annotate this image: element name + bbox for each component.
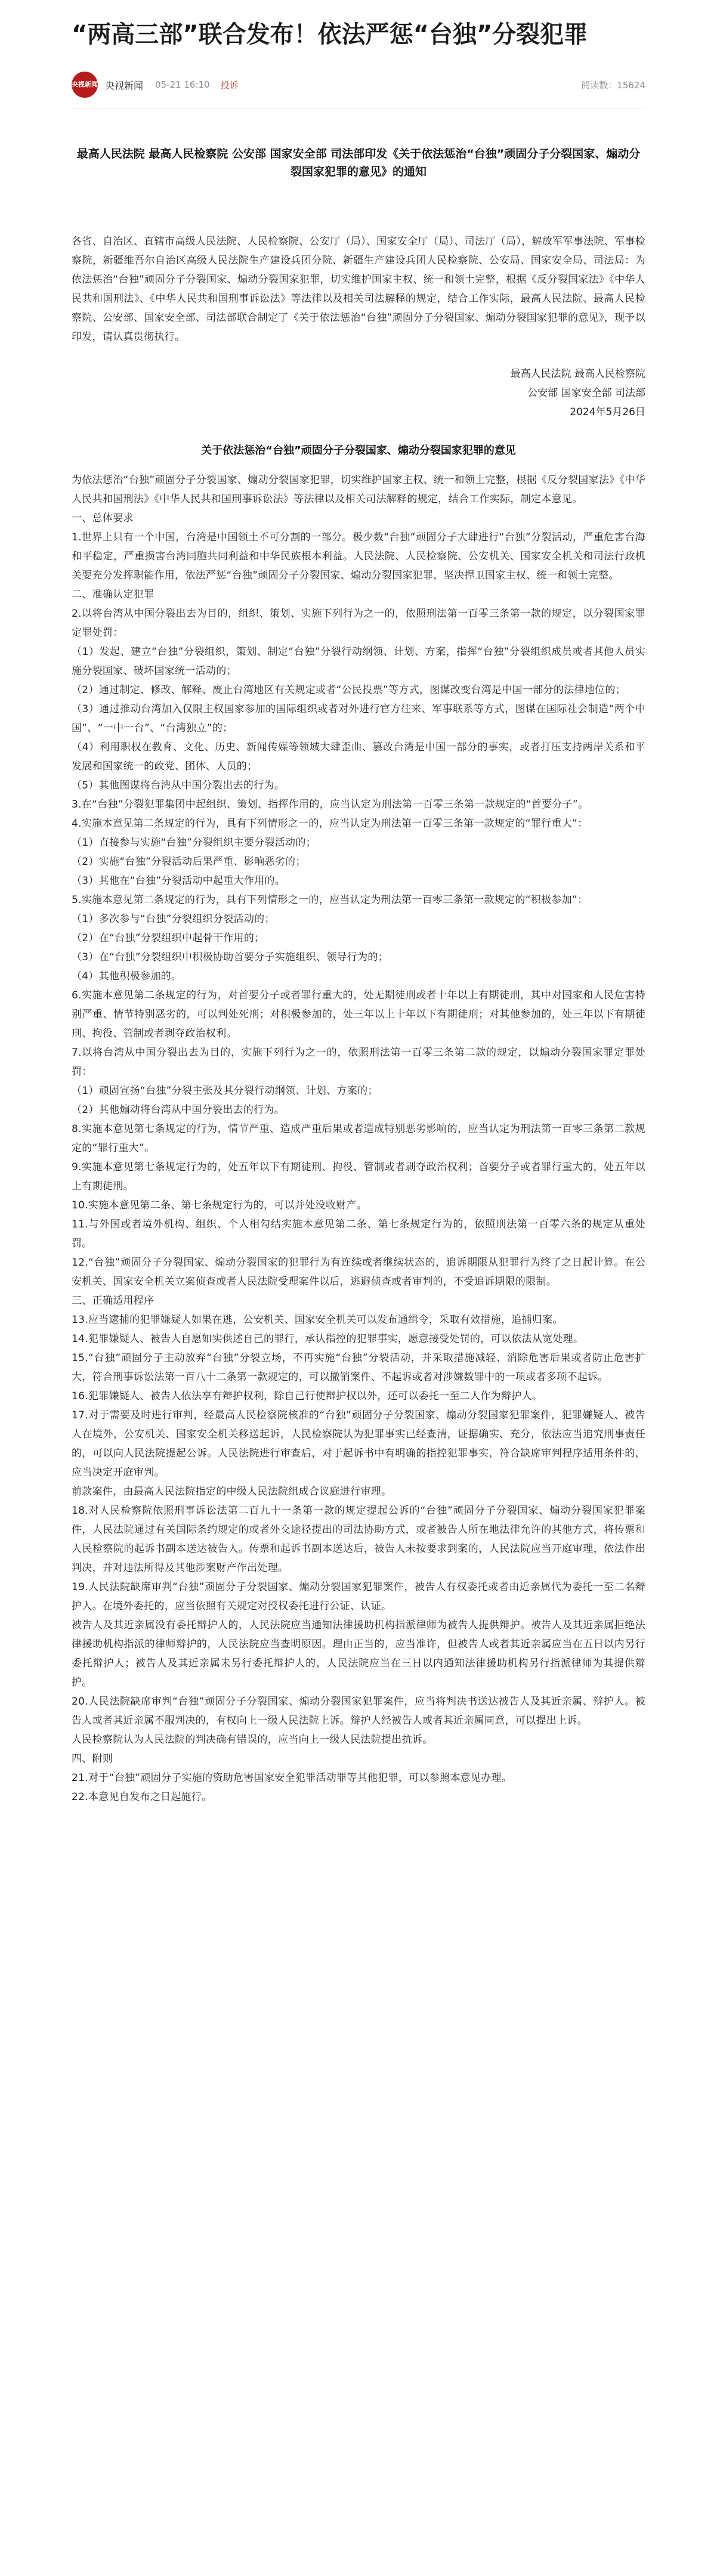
opinion-paragraph: 7.以将台湾从中国分裂出去为目的，实施下列行为之一的，依照刑法第一百零三条第二款的规定，以煽动分裂国家罪定罪处罚： <box>72 1047 645 1078</box>
opinion-paragraph: 一、总体要求 <box>72 512 134 524</box>
notice-body: 各省、自治区、直辖市高级人民法院、人民检察院、公安厅（局）、国家安全厅（局）、司法厅（局），解放军军事法院、军事检察院，新疆维吾尔自治区高级人民法院生产建设兵团分院、新疆生产建设兵团人民检察院、公安局、国家安全局、司法局：为依法惩治“台独”顽固分子分裂国家、煽动分裂国家犯罪，切实维护国家主权、统一和领土完整，根据《反分裂国家法》《中华人民共和国刑法》、《中华人民共和国刑事诉讼法》等法律以及相关司法解释的规定，结合工作实际，最高人民法院、最高人民检察院、公安部、国家安全部、司法部联合制定了《关于依法惩治“台独”顽固分子分裂国家、煽动分裂国家犯罪的意见》，现予以印发，请认真贯彻执行。 <box>72 236 645 343</box>
source-name[interactable]: 央视新闻 <box>105 79 144 91</box>
opinion-paragraph: 前款案件，由最高人民法院指定的中级人民法院组成合议庭进行审理。 <box>72 1486 392 1498</box>
notice-signature-1: 最高人民法院 最高人民检察院 <box>510 368 645 380</box>
opinion-paragraph: 二、准确认定犯罪 <box>72 589 154 601</box>
notice-date: 2024年5月26日 <box>570 406 645 418</box>
opinion-paragraph: 17.对于需要及时进行审判，经最高人民检察院核准的“台独”顽固分子分裂国家、煽动分裂国家犯罪案件，犯罪嫌疑人、被告人在境外，公安机关、国家安全机关移送起诉，人民检察院认为犯罪事实已经查清，证据确实、充分，依法应当追究刑事责任的，可以向人民法院提起公诉。人民法院进行审查后，对于起诉书中有明确的指控犯罪事实，符合缺席审判程序适用条件的，应当决定开庭审判。 <box>72 1409 645 1479</box>
article-title: “两高三部”联合发布！依法严惩“台独”分裂犯罪 <box>72 21 588 48</box>
opinion-paragraph: 被告人及其近亲属没有委托辩护人的，人民法院应当通知法律援助机构指派律师为被告人提供辩护。被告人及其近亲属拒绝法律援助机构指派的律师辩护的，人民法院应当查明原因。理由正当的，应当准许，但被告人或者其近亲属应当在五日以内另行委托辩护人；被告人及其近亲属未另行委托辩护人的，人民法院应当在三日以内通知法律援助机构另行指派律师为其提供辩护。 <box>72 1619 645 1689</box>
opinion-paragraph: 20.人民法院缺席审判“台独”顽固分子分裂国家、煽动分裂国家犯罪案件，应当将判决书送达被告人及其近亲属、辩护人。被告人或者其近亲属不服判决的，有权向上一级人民法院上诉。辩护人经被告人或者其近亲属同意，可以提出上诉。 <box>72 1696 645 1727</box>
opinion-paragraph: （3）其他在“台独”分裂活动中起重大作用的。 <box>72 875 286 887</box>
opinion-paragraph: （1）多次参与“台独”分裂组织分裂活动的； <box>72 913 275 925</box>
notice-signature-2: 公安部 国家安全部 司法部 <box>527 387 645 399</box>
opinion-paragraph: 18.对人民检察院依照刑事诉讼法第二百九十一条第一款的规定提起公诉的“台独”顽固分子分裂国家、煽动分裂国家犯罪案件，人民法院通过有关国际条约规定的或者外交途径提出的司法协助方式，或者被告人所在地法律允许的其他方式，将传票和人民检察院的起诉书副本送达被告人。传票和起诉书副本送达后，被告人未按要求到案的，人民法院应当开庭审理，依法作出判决，并对违法所得及其他涉案财产作出处理。 <box>72 1505 645 1574</box>
report-link[interactable]: 投诉 <box>220 79 239 91</box>
opinion-paragraph: （2）在“台独”分裂组织中起骨干作用的； <box>72 932 265 944</box>
opinion-paragraph: 9.实施本意见第七条规定行为的，处五年以下有期徒刑、拘役、管制或者剥夺政治权利；首要分子或者罪行重大的，处五年以上有期徒刑。 <box>72 1161 645 1192</box>
opinion-paragraph: 14.犯罪嫌疑人、被告人自愿如实供述自己的罪行，承认指控的犯罪事实，愿意接受处罚的，可以依法从宽处理。 <box>72 1333 584 1345</box>
opinion-paragraph: （3）通过推动台湾加入仅限主权国家参加的国际组织或者对外进行官方往来、军事联系等方式，图谋在国际社会制造“两个中国”、“一中一台”、“台湾独立”的； <box>72 703 645 734</box>
opinion-paragraph: （4）利用职权在教育、文化、历史、新闻传媒等领域大肆歪曲、篡改台湾是中国一部分的事实，或者打压支持两岸关系和平发展和国家统一的政党、团体、人员的； <box>72 741 645 772</box>
opinion-paragraph: （2）实施“台独”分裂活动后果严重、影响恶劣的； <box>72 856 306 868</box>
opinion-paragraph: （1）顽固宣扬“台独”分裂主张及其分裂行动纲领、计划、方案的； <box>72 1085 378 1097</box>
publish-date: 05-21 16:10 <box>155 79 210 90</box>
opinion-paragraph: （1）发起、建立“台独”分裂组织，策划、制定“台独”分裂行动纲领、计划、方案，指挥“台独”分裂组织成员或者其他人员实施分裂国家、破坏国家统一活动的； <box>72 646 645 677</box>
opinion-paragraph: 16.犯罪嫌疑人、被告人依法享有辩护权利，除自己行使辩护权以外，还可以委托一至二人作为辩护人。 <box>72 1390 543 1402</box>
opinion-paragraph: 4.实施本意见第二条规定的行为，具有下列情形之一的，应当认定为刑法第一百零三条第一款规定的“罪行重大”： <box>72 818 588 830</box>
opinion-paragraph: 10.实施本意见第二条、第七条规定行为的，可以并处没收财产。 <box>72 1199 367 1211</box>
opinion-paragraph: 2.以将台湾从中国分裂出去为目的，组织、策划、实施下列行为之一的，依照刑法第一百零三条第一款的规定，以分裂国家罪定罪处罚： <box>72 608 645 639</box>
article-meta <box>72 69 645 100</box>
opinion-paragraph: （5）其他图谋将台湾从中国分裂出去的行为。 <box>72 780 285 791</box>
opinion-paragraph: 21.对于“台独”顽固分子实施的资助危害国家安全犯罪活动罪等其他犯罪，可以参照本意见办理。 <box>72 1772 512 1784</box>
opinion-paragraph: 三、正确适用程序 <box>72 1295 154 1307</box>
opinion-paragraph: 5.实施本意见第二条规定的行为，具有下列情形之一的，应当认定为刑法第一百零三条第一款规定的“积极参加”： <box>72 894 588 906</box>
opinion-paragraph: 四、附则 <box>72 1753 113 1765</box>
opinion-paragraph: （3）在“台独”分裂组织中积极协助首要分子实施组织、领导行为的； <box>72 951 389 963</box>
opinion-paragraph: 15.“台独”顽固分子主动放弃“台独”分裂立场，不再实施“台独”分裂活动，并采取措施减轻、消除危害后果或者防止危害扩大，符合刑事诉讼法第一百八十二条第一款规定的，可以撤销案件、不起诉或者对涉嫌数罪中的一项或者多项不起诉。 <box>72 1352 645 1383</box>
opinion-paragraph: 3.在“台独”分裂犯罪集团中起组织、策划、指挥作用的，应当认定为刑法第一百零三条第一款规定的“首要分子”。 <box>72 799 589 811</box>
opinion-paragraph: （2）通过制定、修改、解释、废止台湾地区有关规定或者“公民投票”等方式，图谋改变台湾是中国一部分的法律地位的； <box>72 684 626 696</box>
notice-title: 最高人民法院 最高人民检察院 公安部 国家安全部 司法部印发《关于依法惩治“台独”顽固分子分裂国家、煽动分裂国家犯罪的意见》的通知 <box>76 147 641 178</box>
opinion-title: 关于依法惩治“台独”顽固分子分裂国家、煽动分裂国家犯罪的意见 <box>201 444 516 457</box>
opinion-paragraph: 11.与外国或者境外机构、组织、个人相勾结实施本意见第二条、第七条规定行为的，依照刑法第一百零六条的规定从重处罚。 <box>72 1219 645 1250</box>
opinion-paragraph: 人民检察院认为人民法院的判决确有错误的，应当向上一级人民法院提出抗诉。 <box>72 1734 433 1746</box>
opinion-paragraph: （1）直接参与实施“台独”分裂组织主要分裂活动的； <box>72 837 316 849</box>
opinion-intro: 为依法惩治“台独”顽固分子分裂国家、煽动分裂国家犯罪，切实维护国家主权、统一和领土完整，根据《反分裂国家法》《中华人民共和国刑法》《中华人民共和国刑事诉讼法》等法律以及相关司法解释的规定，结合工作实际，制定本意见。 <box>72 474 645 505</box>
opinion-paragraph: 6.实施本意见第二条规定的行为，对首要分子或者罪行重大的，处无期徒刑或者十年以上有期徒刑，其中对国家和人民危害特别严重、情节特别恶劣的，可以判处死刑；对积极参加的，处三年以上十年以下有期徒刑；对其他参加的，处三年以下有期徒刑、拘役、管制或者剥夺政治权利。 <box>72 989 645 1040</box>
read-count: 阅读数：15624 <box>581 79 645 91</box>
opinion-paragraph: 13.应当逮捕的犯罪嫌疑人如果在逃，公安机关、国家安全机关可以发布通缉令，采取有效措施，追捕归案。 <box>72 1314 563 1326</box>
opinion-paragraph: 12.“台独”顽固分子分裂国家、煽动分裂国家的犯罪行为有连续或者继续状态的，追诉期限从犯罪行为终了之日起计算。在公安机关、国家安全机关立案侦查或者人民法院受理案件以后，逃避侦查或者审判的，不受追诉期限的限制。 <box>72 1257 645 1288</box>
opinion-paragraph: 19.人民法院缺席审判“台独”顽固分子分裂国家、煽动分裂国家犯罪案件，被告人有权委托或者由近亲属代为委托一至二名辩护人。在境外委托的，应当依照有关规定对授权委托进行公证、认证。 <box>72 1581 645 1612</box>
opinion-paragraph: 1.世界上只有一个中国，台湾是中国领土不可分割的一部分。极少数“台独”顽固分子大肆进行“台独”分裂活动，严重危害台海和平稳定，严重损害台湾同胞共同利益和中华民族根本利益。人民法院、人民检察院、公安机关、国家安全机关和司法行政机关要充分发挥职能作用，依法严惩“台独”顽固分子分裂国家、煽动分裂国家犯罪，坚决捍卫国家主权、统一和领土完整。 <box>72 531 645 582</box>
opinion-paragraph: （4）其他积极参加的。 <box>72 970 182 982</box>
opinion-paragraph: 22.本意见自发布之日起施行。 <box>72 1791 212 1803</box>
source-avatar[interactable]: 央视新闻 <box>72 72 98 98</box>
opinion-paragraph: （2）其他煽动将台湾从中国分裂出去的行为。 <box>72 1104 285 1116</box>
opinion-paragraph: 8.实施本意见第七条规定的行为，情节严重、造成严重后果或者造成特别恶劣影响的，应当认定为刑法第一百零三条第二款规定的“罪行重大”。 <box>72 1123 645 1154</box>
opinion-body <box>72 509 645 1807</box>
